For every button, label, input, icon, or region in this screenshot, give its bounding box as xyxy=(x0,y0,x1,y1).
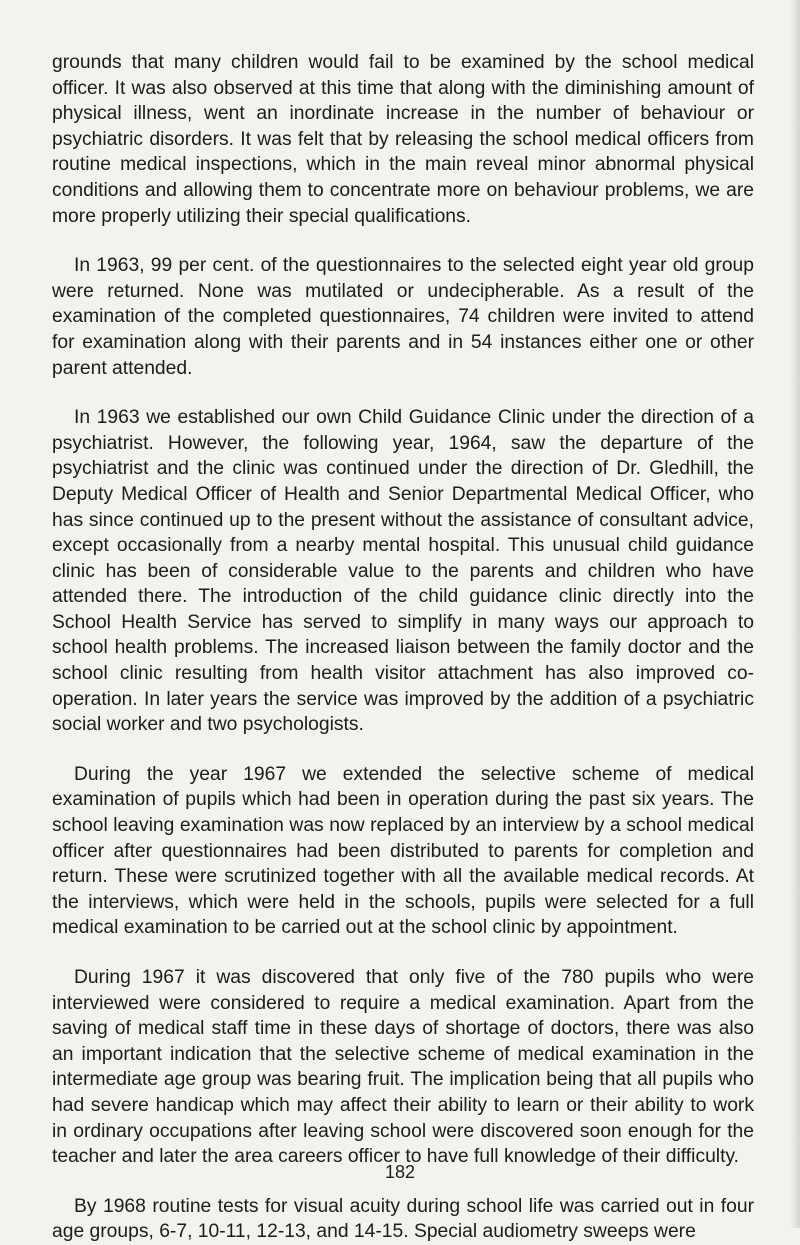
document-page xyxy=(52,50,754,1245)
page-edge-shadow xyxy=(790,0,800,1228)
paragraph-1: grounds that many children would fail to be examined by the school medical officer. It was also observed at this time that along with the diminishing amount of physical illness, went an inordinate increase in the number of behaviour or psychiatric disorders. It was felt that by releasing the school medical officers from routine medical inspections, which in the main reveal minor abnormal physical conditions and allowing them to concentrate more on behaviour problems, we are more properly utilizing their special qualifications. xyxy=(52,52,754,227)
paragraph-6: By 1968 routine tests for visual acuity during school life was carried out in four age groups, 6-7, 10-11, 12-13, and 14-15. Special audiometry sweeps were xyxy=(52,1195,754,1243)
paragraph-3: In 1963 we established our own Child Guidance Clinic under the direction of a psychiatrist. However, the following year, 1964, saw the departure of the psychiatrist and the clinic was continued under the direction of Dr. Gledhill, the Deputy Medical Officer of Health and Senior Departmental Medical Officer, who has since continued up to the present without the assistance of consultant advice, except occasionally from a nearby mental hospital. This unusual child guidance clinic has been of considerable value to the parents and children who have attended there. The introduction of the child guidance clinic directly into the School Health Service has served to simplify in many ways our approach to school health problems. The increased liaison between the family doctor and the school clinic resulting from health visitor attachment has also improved co-operation. In later years the service was improved by the addition of a psychiatric social worker and two psychologists. xyxy=(52,407,754,736)
paragraph-5: During 1967 it was discovered that only five of the 780 pupils who were interviewed were considered to require a medical examination. Apart from the saving of medical staff time in these days of shortage of doctors, there was also an important indication that the selective scheme of medical examination in the intermediate age group was bearing fruit. The implication being that all pupils who had severe handicap which may affect their ability to learn or their ability to work in ordinary occupations after leaving school were discovered soon enough for the teacher and later the area careers officer to have full knowledge of their difficulty. xyxy=(52,967,754,1168)
paragraph-2: In 1963, 99 per cent. of the questionnaires to the selected eight year old group were returned. None was mutilated or undecipherable. As a result of the examination of the completed questionnaires, 74 children were invited to attend for examination along with their parents and in 54 instances either one or other parent attended. xyxy=(52,255,754,379)
paragraph-4: During the year 1967 we extended the selective scheme of medical examination of pupils which had been in operation during the past six years. The school leaving examination was now replaced by an interview by a school medical officer after questionnaires had been distributed to parents for completion and return. These were scrutinized together with all the available medical records. At the interviews, which were held in the schools, pupils were selected for a full medical examination to be carried out at the school clinic by appointment. xyxy=(52,763,754,939)
page-number: 182 xyxy=(384,1162,416,1182)
